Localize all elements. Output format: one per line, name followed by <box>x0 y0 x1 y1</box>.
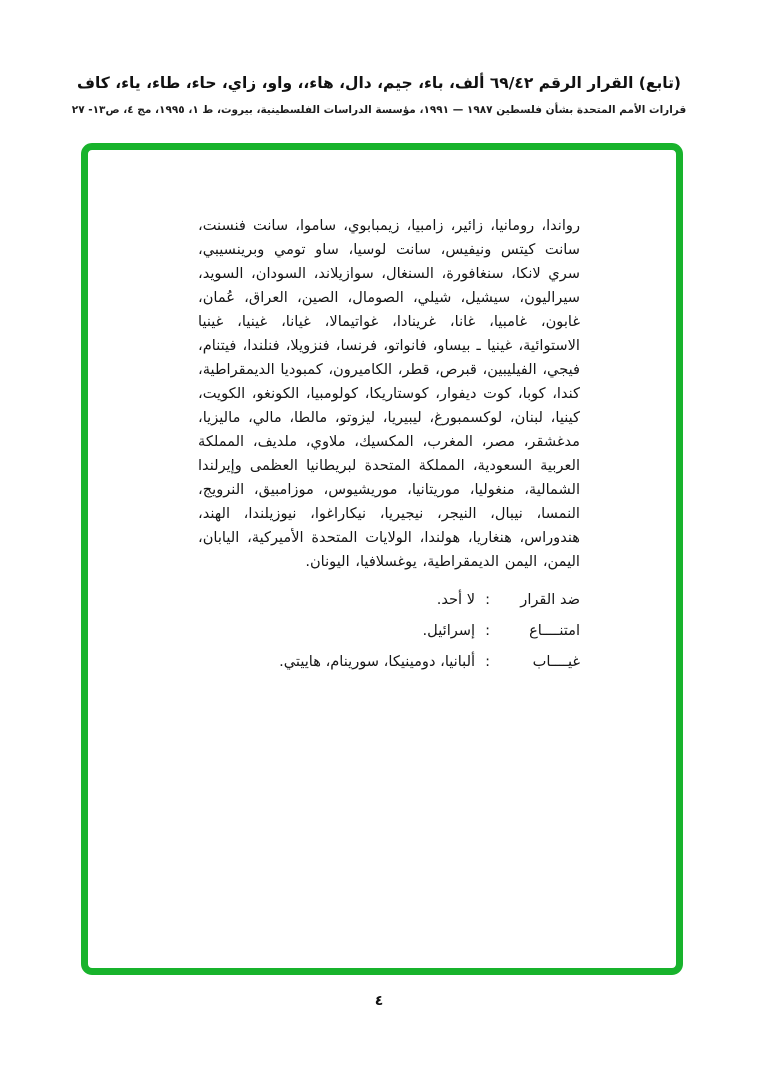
vote-abstain-value: إسرائيل. <box>422 622 476 639</box>
vote-abstain-separator: : <box>485 622 490 639</box>
vote-row-absent <box>198 646 580 677</box>
text-column <box>198 214 580 677</box>
page-number: ٤ <box>374 993 384 1009</box>
vote-against-value: لا أحد. <box>436 591 476 608</box>
vote-row-against <box>198 584 580 615</box>
vote-against-label: ضد القرار <box>520 591 580 608</box>
resolution-title: (تابع) القرار الرقم ٦٩/٤٢ ألف، باء، جيم، دال، هاء،، واو، زاي، حاء، طاء، ياء، كاف <box>76 74 681 92</box>
vote-row-abstain <box>198 615 580 646</box>
vote-results <box>198 584 580 677</box>
source-citation: قرارات الأمم المتحدة بشأن فلسطين ١٩٨٧ — ١٩٩١، مؤسسة الدراسات الفلسطينية، بيروت، ط ١، ١٩٩٥، مج ٤، ص١٣- ٢٧ <box>71 104 687 116</box>
vote-absent-separator: : <box>485 653 490 670</box>
vote-against-separator: : <box>485 591 490 608</box>
countries-paragraph: رواندا، رومانيا، زائير، زامبيا، زيمبابوي، ساموا، سانت فنسنت، سانت كيتس ونيفيس، سانت لوسيا، ساو تومي وبرينسيبي، سري لانكا، سنغافورة، السنغال، سوازيلاند، السودان، السويد، سيراليون، سيشيل، شيلي، الصومال، الصين، العراق، عُمان، غابون، غامبيا، غانا، غرينادا، غواتيمالا، غيانا، غينيا، غينيا الاستوائية، غينيا ـ بيساو، فانواتو، فرنسا، فنزويلا، فنلندا، فيتنام، فيجي، الفيليبين، قبرص، قطر، الكاميرون، كمبوديا الديمقراطية، كندا، كوبا، كوت ديفوار، كوستاريكا، كولومبيا، الكونغو، الكويت، كينيا، لبنان، لوكسمبورغ، ليبيريا، ليزوتو، مالطا، مالي، ماليزيا، مدغشقر، مصر، المغرب، المكسيك، ملاوي، ملديف، المملكة العربية السعودية، المملكة المتحدة لبريطانيا العظمى وإيرلندا الشمالية، منغوليا، موريتانيا، موريشيوس، موزامبيق، النرويج، النمسا، نيبال، النيجر، نيجيريا، نيكاراغوا، نيوزيلندا، الهند، هندوراس، هنغاريا، هولندا، الولايات المتحدة الأميركية، اليابان، اليمن، اليمن الديمقراطية، يوغسلافيا، اليونان. <box>198 217 580 570</box>
vote-absent-label: غيــــاب <box>532 653 580 670</box>
vote-abstain-label: امتنــــاع <box>529 622 580 639</box>
vote-absent-value: ألبانيا، دومينيكا، سورينام، هاييتي. <box>279 653 476 670</box>
